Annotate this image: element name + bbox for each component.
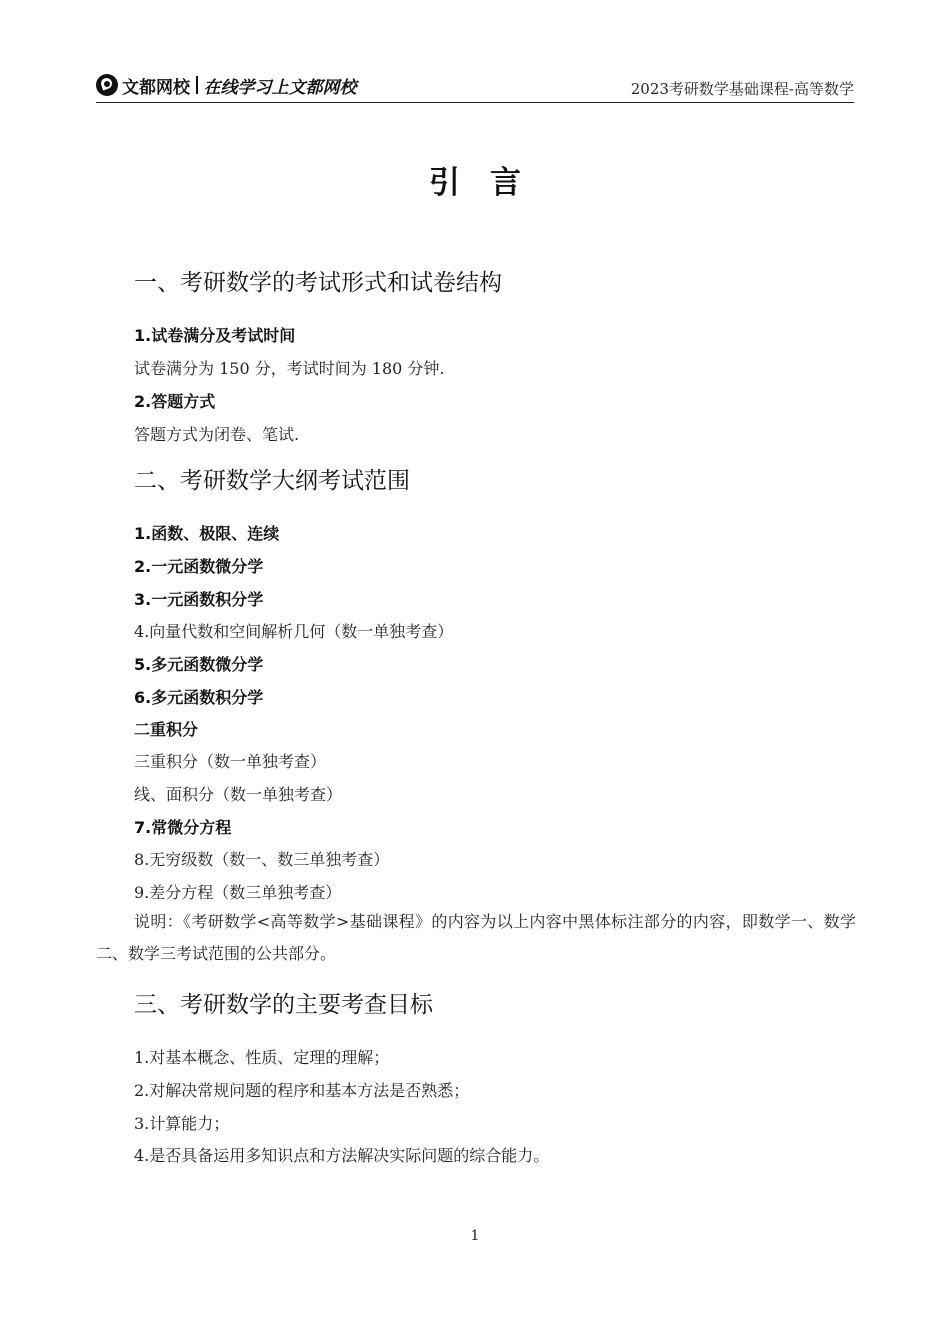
list-item: 2.对解决常规问题的程序和基本方法是否熟悉； <box>134 1081 470 1100</box>
list-item: 4.向量代数和空间解析几何（数一单独考查） <box>134 622 454 641</box>
list-item: 6.多元函数积分学 <box>134 688 264 707</box>
list-item: 3.计算能力； <box>134 1114 230 1133</box>
subheading: 2.答题方式 <box>134 392 216 411</box>
body-text: 试卷满分为 150 分，考试时间为 180 分钟. <box>134 359 445 378</box>
list-item: 1.对基本概念、性质、定理的理解； <box>134 1048 390 1067</box>
brand-name: 文都网校 <box>122 77 190 98</box>
list-item: 三重积分（数一单独考查） <box>134 752 327 771</box>
list-item: 8.无穷级数（数一、数三单独考查） <box>134 850 390 869</box>
list-item: 4.是否具备运用多知识点和方法解决实际问题的综合能力。 <box>134 1146 550 1165</box>
section-heading-2: 二、考研数学大纲考试范围 <box>134 468 410 494</box>
list-item: 5.多元函数微分学 <box>134 655 264 674</box>
logo-divider <box>196 76 198 94</box>
page-title: 引言 <box>429 165 551 201</box>
list-item: 线、面积分（数一单独考查） <box>134 785 343 804</box>
course-title: 2023考研数学基础课程-高等数学 <box>630 80 854 98</box>
section-heading-1: 一、考研数学的考试形式和试卷结构 <box>134 270 502 296</box>
logo <box>96 72 357 98</box>
brand-logo-icon <box>96 74 118 96</box>
list-item: 3.一元函数积分学 <box>134 590 264 609</box>
list-item: 二重积分 <box>134 720 199 739</box>
list-item: 7.常微分方程 <box>134 818 232 837</box>
page-header <box>96 68 854 103</box>
list-item: 1.函数、极限、连续 <box>134 524 280 543</box>
list-item: 2.一元函数微分学 <box>134 557 264 576</box>
note-paragraph: 说明：《考研数学<高等数学>基础课程》的内容为以上内容中黑体标注部分的内容，即数学一、数学二、数学三考试范围的公共部分。 <box>96 912 856 963</box>
page-number: 1 <box>470 1228 480 1244</box>
list-item: 9.差分方程（数三单独考查） <box>134 883 342 902</box>
body-text: 答题方式为闭卷、笔试. <box>134 425 300 444</box>
brand-slogan: 在线学习上文都网校 <box>203 77 357 98</box>
subheading: 1.试卷满分及考试时间 <box>134 326 296 345</box>
section-heading-3: 三、考研数学的主要考查目标 <box>134 992 433 1018</box>
